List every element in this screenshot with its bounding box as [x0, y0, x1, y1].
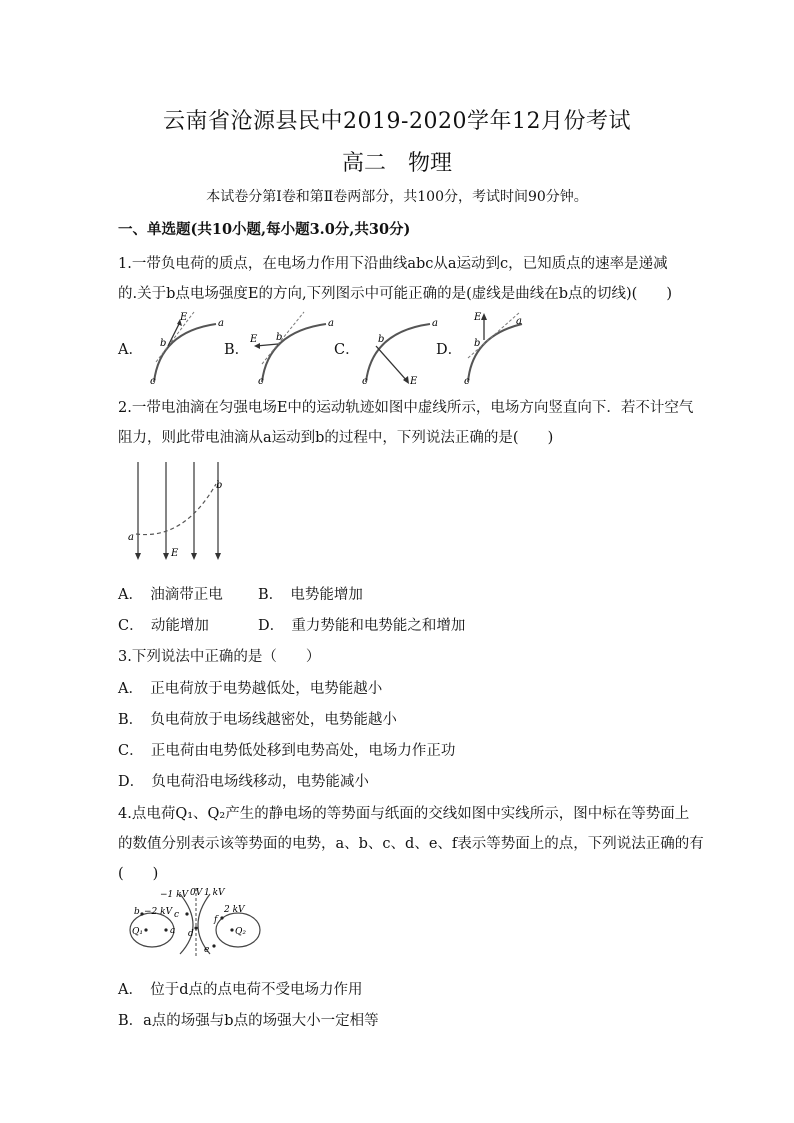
svg-text:E: E [180, 312, 188, 323]
q1-stem-line2: 的.关于b点电场强度E的方向,下列图示中可能正确的是(虚线是曲线在b点的切线)( ) [118, 286, 672, 302]
q3-option-d: D． 负电荷沿电场线移动，电势能减小 [118, 774, 369, 790]
svg-text:b: b [474, 338, 481, 349]
svg-text:a: a [218, 318, 224, 329]
q4-stem-line2: 的数值分别表示该等势面的电势，a、b、c、d、e、f表示等势面上的点，下列说法正确的有 [118, 836, 704, 852]
svg-text:E: E [250, 334, 258, 345]
svg-text:E: E [474, 312, 482, 323]
exam-note: 本试卷分第Ⅰ卷和第Ⅱ卷两部分，共100分，考试时间90分钟。 [206, 189, 588, 205]
q1-option-b: B． [224, 342, 250, 358]
q2-option-a: A． 油滴带正电 [118, 587, 223, 603]
svg-text:b: b [134, 907, 140, 917]
q1-option-a: A． [118, 342, 143, 358]
q3-stem: 3.下列说法中正确的是（ ） [118, 649, 321, 665]
q3-option-a: A． 正电荷放于电势越低处，电势能越小 [118, 681, 383, 697]
section-title: 一、单选题(共10小题,每小题3.0分,共30分) [118, 221, 411, 238]
svg-text:1 kV: 1 kV [204, 888, 225, 898]
q1-stem-line1: 1.一带负电荷的质点，在电场力作用下沿曲线abc从a运动到c，已知质点的速率是递减 [118, 256, 668, 272]
svg-text:a: a [432, 318, 438, 329]
q2-stem-line1: 2.一带电油滴在匀强电场E中的运动轨迹如图中虚线所示，电场方向竖直向下．若不计空气 [118, 400, 694, 416]
svg-text:b: b [276, 332, 283, 343]
exam-title: 云南省沧源县民中2019-2020学年12月份考试 [163, 109, 631, 134]
svg-text:0V: 0V [190, 888, 203, 898]
q3-option-c: C． 正电荷由电势低处移到电势高处，电场力作正功 [118, 743, 456, 759]
svg-text:c: c [258, 376, 264, 386]
q4-stem-line3: ( ) [118, 866, 159, 882]
svg-text:Q₂: Q₂ [235, 927, 246, 937]
svg-text:a: a [170, 926, 176, 936]
q2-option-c: C． 动能增加 [118, 618, 209, 634]
q3-option-b: B． 负电荷放于电场线越密处，电势能越小 [118, 712, 397, 728]
svg-text:−2 kV: −2 kV [144, 907, 173, 917]
svg-text:2 kV: 2 kV [224, 905, 245, 915]
q4-stem-line1: 4.点电荷Q₁、Q₂产生的静电场的等势面与纸面的交线如图中实线所示，图中标在等势面上 [118, 806, 690, 822]
svg-text:a: a [516, 316, 522, 327]
svg-text:f: f [214, 915, 218, 925]
q2-field-figure [124, 460, 234, 562]
svg-text:Q₁: Q₁ [132, 927, 143, 937]
q2-option-d: D． 重力势能和电势能之和增加 [258, 618, 466, 634]
svg-text:b: b [378, 334, 385, 345]
exam-subtitle: 高二 物理 [341, 151, 452, 176]
q1-figure-c [354, 310, 438, 386]
svg-text:e: e [204, 945, 210, 955]
svg-text:c: c [464, 376, 470, 386]
q1-figure-a [144, 310, 224, 386]
q1-figure-d [460, 306, 530, 386]
svg-text:−1 kV: −1 kV [160, 890, 189, 900]
svg-text:b: b [216, 480, 223, 491]
svg-text:c: c [174, 910, 180, 920]
svg-text:E: E [171, 548, 179, 559]
svg-text:c: c [362, 376, 368, 386]
svg-text:c: c [150, 376, 156, 386]
svg-text:b: b [160, 338, 167, 349]
q4-option-a: A． 位于d点的点电荷不受电场力作用 [118, 982, 363, 998]
q2-option-b: B． 电势能增加 [258, 587, 363, 603]
svg-text:d: d [188, 929, 194, 939]
q4-equipotential-figure [122, 884, 268, 956]
q1-figure-b [250, 310, 334, 386]
q4-option-b: B．a点的场强与b点的场强大小一定相等 [118, 1013, 379, 1029]
svg-text:a: a [128, 532, 134, 543]
svg-text:a: a [328, 318, 334, 329]
q1-option-c: C． [334, 342, 360, 358]
svg-text:E: E [410, 376, 418, 386]
q1-option-d: D． [436, 342, 463, 358]
q2-stem-line2: 阻力，则此带电油滴从a运动到b的过程中，下列说法正确的是( ) [118, 430, 554, 446]
